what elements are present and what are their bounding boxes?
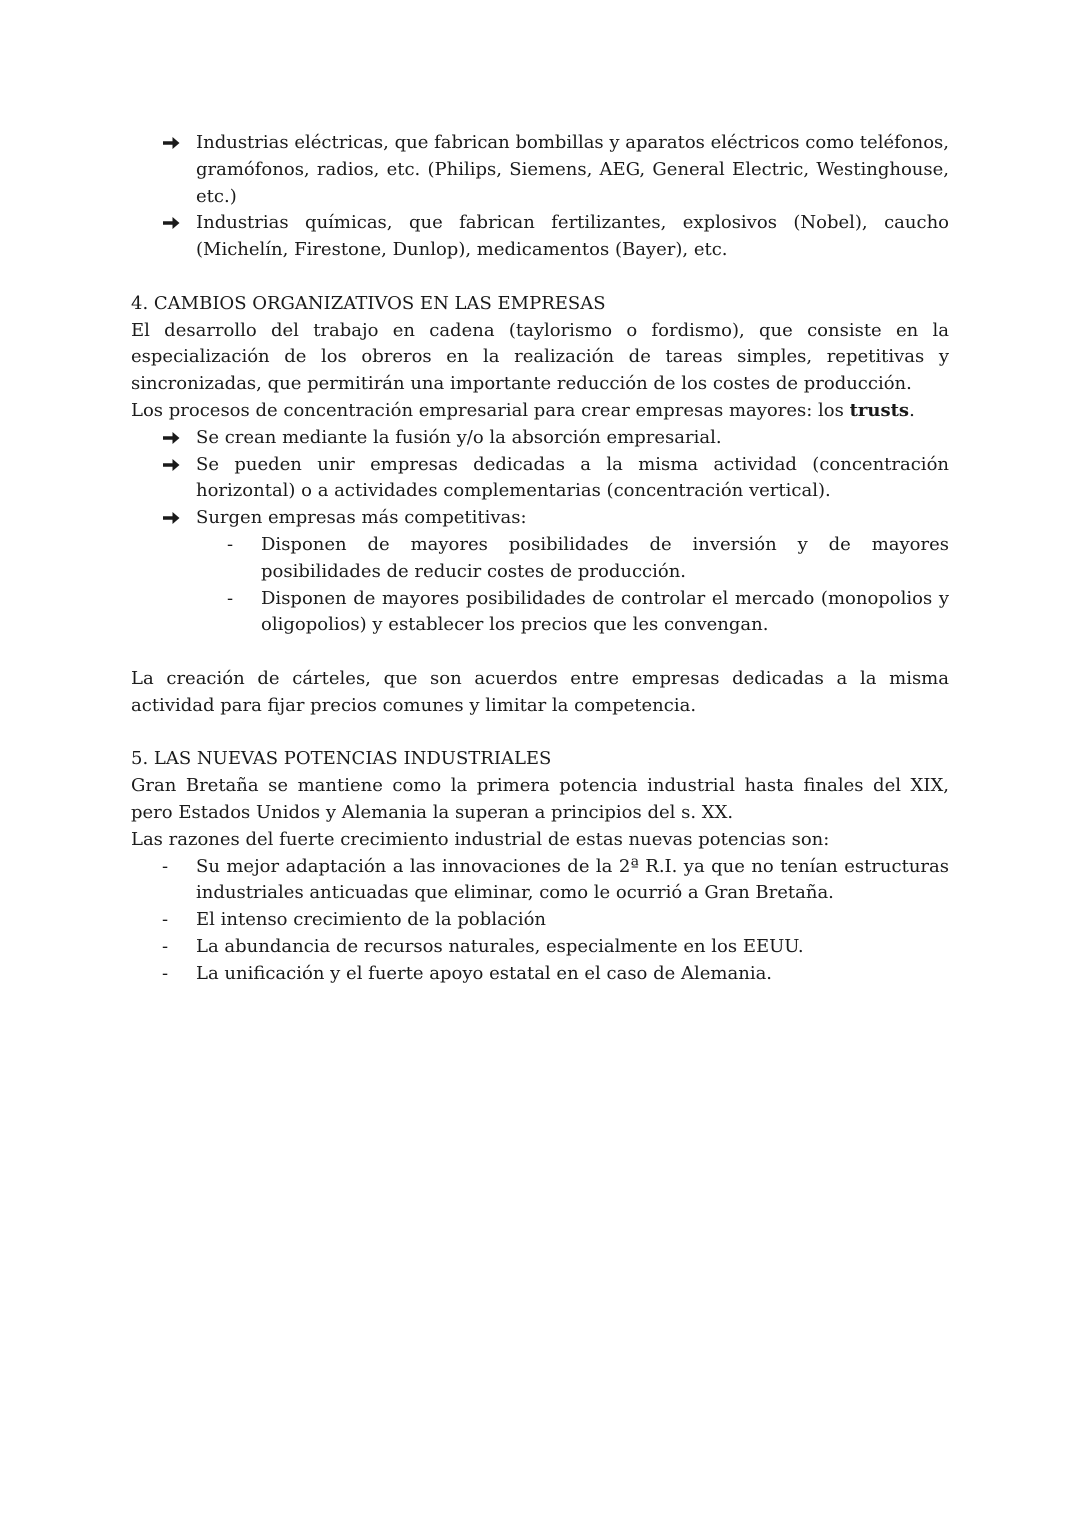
sub-list-item <box>131 586 949 640</box>
section-heading: 5. LAS NUEVAS POTENCIAS INDUSTRIALES <box>131 748 552 770</box>
list-item <box>131 854 949 908</box>
arrow-right-icon <box>163 130 185 157</box>
paragraph <box>131 398 949 425</box>
list-item <box>131 505 949 532</box>
list-item-text: Se pueden unir empresas dedicadas a la misma actividad (concentración horizontal) o a actividades complementarias (concentración vertical). <box>196 453 949 502</box>
dash-bullet: - <box>227 587 234 609</box>
list-item-text: Disponen de mayores posibilidades de controlar el mercado (monopolios y oligopolios) y establecer los precios que les convengan. <box>261 587 949 636</box>
dash-bullet: - <box>162 909 169 931</box>
list-item-text: Industrias químicas, que fabrican fertilizantes, explosivos (Nobel), caucho (Michelín, Firestone, Dunlop), medicamentos (Bayer), etc. <box>196 212 949 261</box>
list-item <box>131 425 949 452</box>
arrow-right-icon <box>163 505 185 532</box>
list-item <box>131 961 949 988</box>
paragraph-text: . <box>909 399 915 421</box>
list-item-text: La abundancia de recursos naturales, especialmente en los EEUU. <box>196 935 804 957</box>
list-item-text: La unificación y el fuerte apoyo estatal en el caso de Alemania. <box>196 962 773 984</box>
arrow-right-icon <box>163 425 185 452</box>
paragraph: Gran Bretaña se mantiene como la primera potencia industrial hasta finales del XIX, pero Estados Unidos y Alemania la superan a principios del s. XX. <box>131 775 949 823</box>
arrow-right-icon <box>163 210 185 237</box>
list-item-text: El intenso crecimiento de la población <box>196 909 547 931</box>
paragraph: Las razones del fuerte crecimiento industrial de estas nuevas potencias son: <box>131 828 830 850</box>
document-page <box>131 130 949 988</box>
dash-bullet: - <box>162 962 169 984</box>
list-item-text: Disponen de mayores posibilidades de inversión y de mayores posibilidades de reducir costes de producción. <box>261 533 949 582</box>
list-item <box>131 210 949 264</box>
bold-term: trusts <box>849 399 910 421</box>
dash-bullet: - <box>162 935 169 957</box>
list-item <box>131 934 949 961</box>
list-item <box>131 907 949 934</box>
paragraph-text: Los procesos de concentración empresarial para crear empresas mayores: los <box>131 399 850 421</box>
sub-list-item <box>131 532 949 586</box>
dash-bullet: - <box>162 855 169 877</box>
paragraph: La creación de cárteles, que son acuerdos entre empresas dedicadas a la misma actividad para fijar precios comunes y limitar la competencia. <box>131 667 949 716</box>
paragraph: El desarrollo del trabajo en cadena (taylorismo o fordismo), que consiste en la especialización de los obreros en la realización de tareas simples, repetitivas y sincronizadas, que permitirán una importante reducción de los costes de producción. <box>131 319 949 395</box>
list-item-text: Industrias eléctricas, que fabrican bombillas y aparatos eléctricos como teléfonos, gramófonos, radios, etc. (Philips, Siemens, AEG, General Electric, Westinghouse, etc.) <box>196 132 949 207</box>
list-item <box>131 130 949 210</box>
list-item-text: Surgen empresas más competitivas: <box>196 507 527 529</box>
list-item-text: Su mejor adaptación a las innovaciones de la 2ª R.I. ya que no tenían estructuras industriales anticuadas que eliminar, como le ocurrió a Gran Bretaña. <box>196 855 949 904</box>
list-item <box>131 452 949 506</box>
section-heading: 4. CAMBIOS ORGANIZATIVOS EN LAS EMPRESAS <box>131 292 606 314</box>
list-item-text: Se crean mediante la fusión y/o la absorción empresarial. <box>196 426 722 448</box>
dash-bullet: - <box>227 533 234 555</box>
arrow-right-icon <box>163 452 185 479</box>
